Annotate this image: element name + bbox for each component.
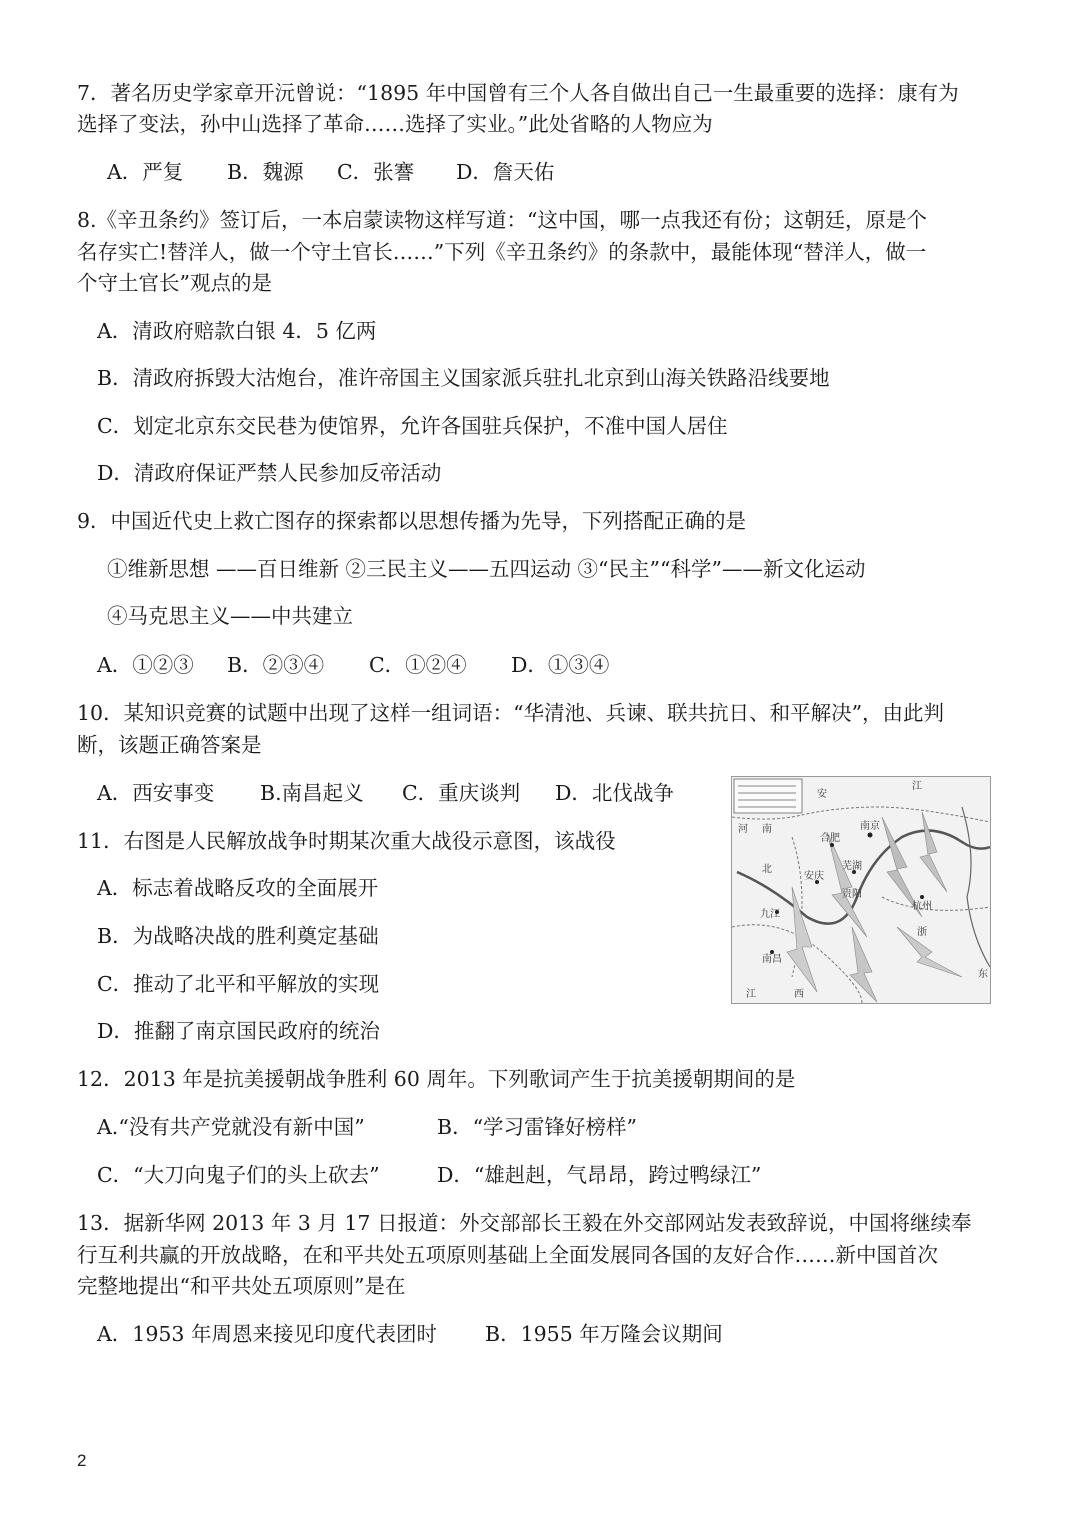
map-label-jiang-1: 江 bbox=[912, 781, 922, 792]
q9-option-b: B．②③④ bbox=[227, 653, 325, 677]
q8-option-b: B．清政府拆毁大沽炮台，准许帝国主义国家派兵驻扎北京到山海关铁路沿线要地 bbox=[97, 366, 830, 390]
map-label-jiujiang: 九江 bbox=[760, 909, 780, 920]
q7-option-c: C．张謇 bbox=[337, 160, 415, 184]
map-label-nanjing: 南京 bbox=[860, 821, 880, 832]
q11-option-c: C．推动了北平和平解放的实现 bbox=[97, 972, 380, 996]
map-label-nan: 南 bbox=[762, 824, 772, 835]
q11-stem: 11．右图是人民解放战争时期某次重大战役示意图，该战役 bbox=[77, 829, 616, 853]
q13-stem-line-1: 13．据新华网 2013 年 3 月 17 日报道：外交部部长王毅在外交部网站发表致辞说，中国将继续奉 bbox=[77, 1211, 972, 1235]
q8-stem-line-1: 8.《辛丑条约》签订后，一本启蒙读物这样写道：“这中国，哪一点我还有份；这朝廷，原是个 bbox=[77, 208, 928, 232]
q8-option-a: A．清政府赔款白银 4．5 亿两 bbox=[97, 319, 377, 343]
q8-option-c: C．划定北京东交民巷为使馆界，允许各国驻兵保护，不准中国人居住 bbox=[97, 414, 728, 438]
map-label-he: 河 bbox=[738, 824, 748, 835]
q7-option-a: A．严复 bbox=[107, 160, 184, 184]
q12-option-b: B．“学习雷锋好榜样” bbox=[437, 1115, 638, 1139]
battle-map-svg bbox=[732, 777, 990, 1003]
q12-stem: 12．2013 年是抗美援朝战争胜利 60 周年。下列歌词产生于抗美援朝期间的是 bbox=[77, 1067, 796, 1091]
map-label-dong: 东 bbox=[978, 969, 988, 980]
q11-option-a: A．标志着战略反攻的全面展开 bbox=[97, 876, 379, 900]
q9-stem: 9．中国近代史上救亡图存的探索都以思想传播为先导，下列搭配正确的是 bbox=[77, 509, 747, 533]
q9-items-line-2: ④马克思主义——中共建立 bbox=[107, 604, 353, 628]
q11-option-b: B．为战略决战的胜利奠定基础 bbox=[97, 924, 379, 948]
q8-stem-line-3: 个守土官长”观点的是 bbox=[77, 271, 272, 295]
q9-option-d: D．①③④ bbox=[511, 653, 610, 677]
q10-stem-line-2: 断，该题正确答案是 bbox=[77, 733, 262, 757]
map-label-nanchang: 南昌 bbox=[762, 954, 782, 965]
map-label-bei: 北 bbox=[762, 864, 772, 875]
q8-option-d: D．清政府保证严禁人民参加反帝活动 bbox=[97, 461, 442, 485]
q12-option-d: D．“雄赳赳，气昂昂，跨过鸭绿江” bbox=[437, 1163, 762, 1187]
q10-option-b: B.南昌起义 bbox=[260, 781, 364, 805]
q12-option-c: C．“大刀向鬼子们的头上砍去” bbox=[97, 1163, 380, 1187]
q7-stem-line-2: 选择了变法，孙中山选择了革命……选择了实业。”此处省略的人物应为 bbox=[77, 112, 713, 136]
q12-options-row-1 bbox=[97, 1112, 637, 1142]
map-label-xi: 西 bbox=[794, 989, 804, 1000]
q7-option-d: D．詹天佑 bbox=[456, 160, 555, 184]
q9-option-a: A．①②③ bbox=[97, 653, 194, 677]
q10-stem-line-1: 10．某知识竞赛的试题中出现了这样一组词语：“华清池、兵谏、联共抗日、和平解决”，由此判 bbox=[77, 701, 945, 725]
q10-option-d: D．北伐战争 bbox=[555, 781, 674, 805]
q13-stem-line-3: 完整地提出“和平共处五项原则”是在 bbox=[77, 1274, 406, 1298]
map-label-hefei: 合肥 bbox=[820, 833, 840, 844]
q8-stem-line-2: 名存实亡!替洋人，做一个守土官长……”下列《辛丑条约》的条款中，最能体现“替洋人，做一 bbox=[77, 240, 927, 264]
q10-option-c: C．重庆谈判 bbox=[402, 781, 521, 805]
q9-option-c: C．①②④ bbox=[369, 653, 467, 677]
q9-items-line-1: ①维新思想 ——百日维新 ②三民主义——五四运动 ③“民主”“科学”——新文化运动 bbox=[107, 557, 866, 581]
map-label-wuhu: 芜湖 bbox=[842, 861, 862, 872]
q10-options bbox=[97, 778, 674, 808]
q7-stem-line-1: 7．著名历史学家章开沅曾说：“1895 年中国曾有三个人各自做出自己一生最重要的选择：康有为 bbox=[77, 81, 959, 105]
map-label-anqing: 安庆 bbox=[804, 871, 824, 882]
q13-option-a: A．1953 年周恩来接见印度代表团时 bbox=[97, 1322, 437, 1346]
map-label-jiang-2: 江 bbox=[746, 989, 756, 1000]
q7-options bbox=[107, 157, 554, 187]
q11-option-d: D．推翻了南京国民政府的统治 bbox=[97, 1019, 380, 1043]
q10-option-a: A．西安事变 bbox=[97, 781, 215, 805]
map-label-zhe: 浙 bbox=[917, 927, 927, 938]
q12-option-a: A.“没有共产党就没有新中国” bbox=[97, 1115, 365, 1139]
page-number: 2 bbox=[77, 1451, 87, 1470]
q9-options bbox=[97, 650, 609, 680]
map-label-hangzhou: 杭州 bbox=[912, 901, 932, 912]
q7-option-b: B．魏源 bbox=[227, 160, 304, 184]
battle-map-figure bbox=[731, 776, 991, 1004]
q13-stem-line-2: 行互利共赢的开放战略，在和平共处五项原则基础上全面发展同各国的友好合作……新中国首次 bbox=[77, 1243, 938, 1267]
q13-options-row-1 bbox=[97, 1319, 723, 1349]
map-label-guiyang: 贵阳 bbox=[842, 889, 862, 900]
map-label-an: 安 bbox=[817, 789, 827, 800]
q12-options-row-2 bbox=[97, 1160, 761, 1190]
q13-option-b: B．1955 年万隆会议期间 bbox=[485, 1322, 723, 1346]
